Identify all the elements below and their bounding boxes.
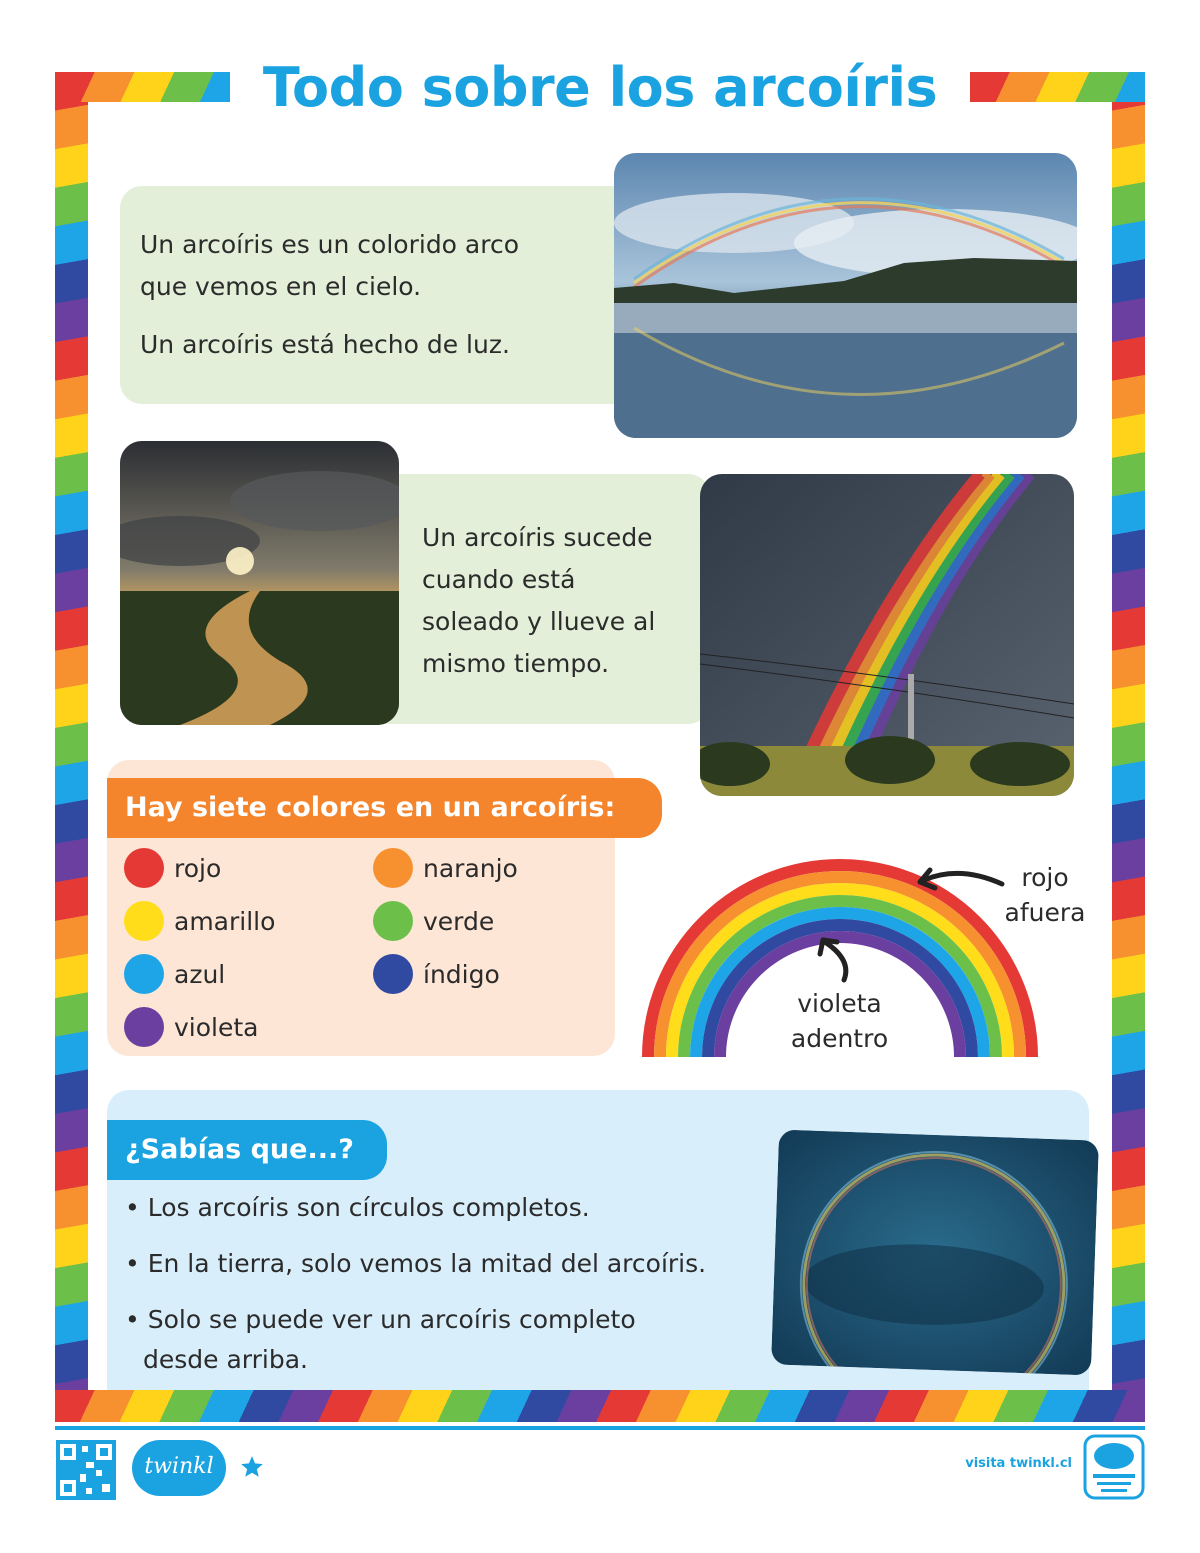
color-list-left [124, 846, 364, 1049]
facts-heading: ¿Sabías que...? [107, 1120, 387, 1180]
frame-bottom [55, 1390, 1145, 1422]
twinkl-logo[interactable]: twinkl [132, 1440, 226, 1496]
frame-top-right [970, 72, 1145, 102]
intro-line-3: Un arcoíris está hecho de luz. [140, 330, 510, 359]
color-item [124, 846, 364, 890]
color-item [373, 846, 613, 890]
color-label: naranjo [423, 853, 518, 883]
facts-list [125, 1188, 765, 1380]
color-dot [124, 954, 164, 994]
frame-right [1112, 72, 1145, 1422]
color-item [124, 952, 364, 996]
fact-item-continuation: desde arriba. [143, 1345, 308, 1374]
fact-item: • Los arcoíris son círculos completos. [125, 1193, 590, 1222]
fact-text: En la tierra, solo vemos la mitad del arcoíris. [147, 1249, 707, 1278]
color-item [124, 1005, 364, 1049]
inner-arrow [825, 942, 846, 980]
color-dot [124, 1007, 164, 1047]
fact-text: Solo se puede ver un arcoíris completo [147, 1305, 636, 1334]
color-item [373, 952, 613, 996]
intro-line-2: que vemos en el cielo. [140, 272, 422, 301]
outer-label-line-1: rojo [1021, 863, 1069, 892]
photo-sunset-road [120, 441, 399, 725]
color-item [124, 899, 364, 943]
color-label: amarillo [174, 906, 276, 936]
intro-text [140, 224, 610, 366]
color-label: azul [174, 959, 226, 989]
color-label: violeta [174, 1012, 259, 1042]
visit-link[interactable]: visita twinkl.cl [965, 1456, 1072, 1471]
photo-rainbow-storm [700, 474, 1074, 796]
color-item [373, 899, 613, 943]
cause-line-4: mismo tiempo. [422, 649, 610, 678]
footer-divider [55, 1426, 1145, 1430]
color-dot [373, 954, 413, 994]
page-title: Todo sobre los arcoíris [262, 56, 938, 119]
cause-line-1: Un arcoíris sucede [422, 523, 653, 552]
frame-left [55, 72, 88, 1422]
photo-full-circle-rainbow [771, 1129, 1099, 1375]
photo-rainbow-sea [614, 153, 1077, 438]
cause-text [422, 517, 702, 685]
frame-top-left [55, 72, 230, 102]
color-dot [373, 901, 413, 941]
cause-line-2: cuando está [422, 565, 576, 594]
colors-heading: Hay siete colores en un arcoíris: [107, 778, 662, 838]
qr-code-icon [56, 1440, 116, 1500]
color-dot [124, 901, 164, 941]
color-label: índigo [423, 959, 500, 989]
cause-line-3: soleado y llueve al [422, 607, 656, 636]
fact-text: Los arcoíris son círculos completos. [147, 1193, 590, 1222]
outer-label-line-2: afuera [1004, 898, 1086, 927]
outer-label [990, 860, 1100, 930]
fact-item: • En la tierra, solo vemos la mitad del arcoíris. [125, 1249, 707, 1278]
color-dot [373, 848, 413, 888]
fact-item: • Solo se puede ver un arcoíris completo [125, 1305, 636, 1334]
color-list-right [373, 846, 613, 996]
star-icon [239, 1454, 265, 1480]
color-label: verde [423, 906, 495, 936]
quality-badge-icon [1083, 1434, 1145, 1500]
color-label: rojo [174, 853, 222, 883]
intro-line-1: Un arcoíris es un colorido arco [140, 230, 520, 259]
inner-label [772, 986, 907, 1056]
color-dot [124, 848, 164, 888]
inner-label-line-2: adentro [790, 1024, 889, 1053]
inner-label-line-1: violeta [797, 989, 882, 1018]
